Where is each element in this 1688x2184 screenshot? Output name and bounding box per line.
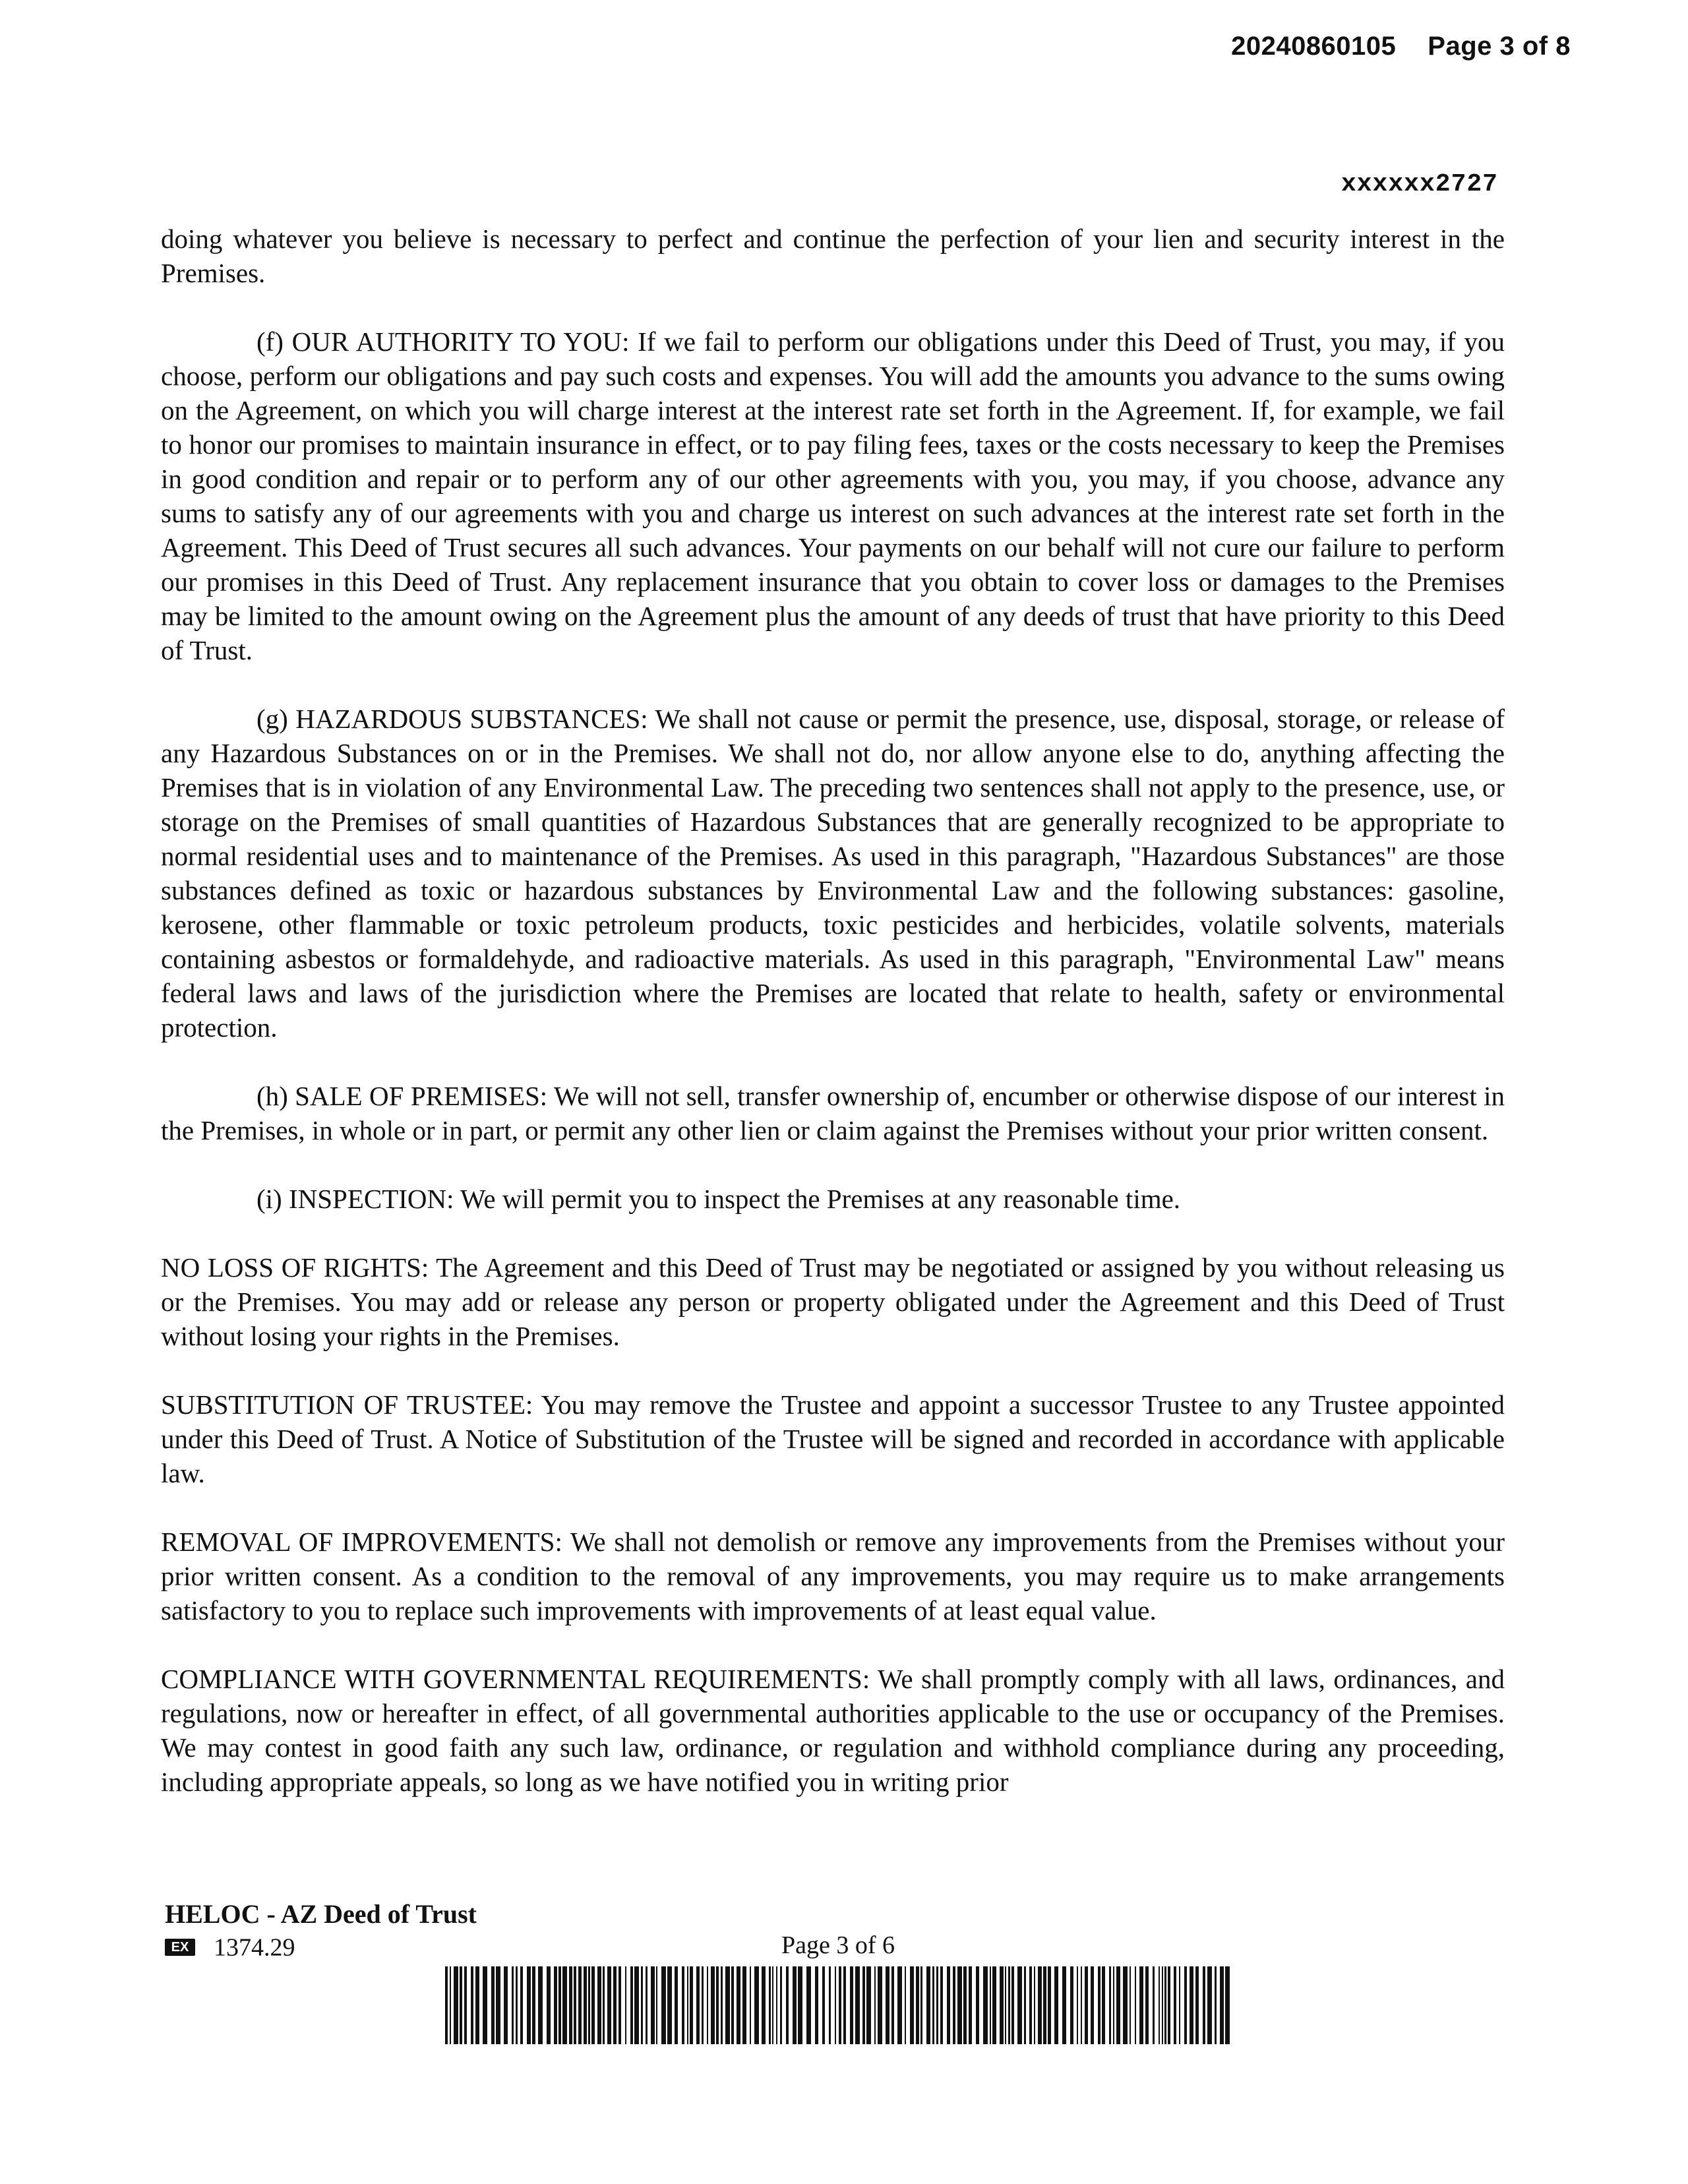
barcode-bar — [516, 1966, 518, 2044]
barcode-bar — [667, 1966, 672, 2044]
barcode-bar — [829, 1966, 831, 2044]
barcode-bar — [1024, 1966, 1026, 2044]
barcode-bar — [1135, 1966, 1136, 2044]
barcode-bar — [725, 1966, 730, 2044]
barcode-bar — [1190, 1966, 1193, 2044]
barcode-bar — [1070, 1966, 1073, 2044]
barcode-bar — [843, 1966, 846, 2044]
barcode-bar — [475, 1966, 479, 2044]
barcode-bar — [874, 1966, 876, 2044]
barcode-bar — [721, 1966, 723, 2044]
barcode-bar — [886, 1966, 889, 2044]
paragraph-our-authority: (f) OUR AUTHORITY TO YOU: If we fail to perform our obligations under this Deed of Trust, you may, if you choose, perform our obligations and pay such costs and expenses. You will add the amounts you advance to the sums owing on the Agreement, on which you will charge interest at the interest rate set forth in the Agreement. If, for example, we fail to honor our promises to maintain insurance in effect, or to pay filing fees, taxes or the costs necessary to keep the Premises in good condition and repair or to perform any of our other agreements with you, you may, if you choose, advance any sums to satisfy any of our agreements with you and charge us interest on such advances at the interest rate set forth in the Agreement. This Deed of Trust secures all such advances. Your payments on our behalf will not cure our failure to perform our promises in this Deed of Trust. Any replacement insurance that you obtain to cover loss or damages to the Premises may be limited to the amount owing on the Agreement plus the amount of any deeds of trust that have priority to this Deed of Trust. — [161, 326, 1505, 665]
paragraph-hazardous-substances: (g) HAZARDOUS SUBSTANCES: We shall not cause or permit the presence, use, disposal, storage, or release of any Hazardous Substances on or in the Premises. We shall not do, nor allow anyone else to do, anything affecting the Premises that is in violation of any Environmental Law. The preceding two sentences shall not apply to the presence, use, or storage on the Premises of small quantities of Hazardous Substances that are generally recognized to be appropriate to normal residential uses and to maintenance of the Premises. As used in this paragraph, "Hazardous Substances" are those substances defined as toxic or hazardous substances by Environmental Law and the following substances: gasoline, kerosene, other flammable or toxic petroleum products, toxic pesticides and herbicides, volatile solvents, materials containing asbestos or formaldehyde, and radioactive materials. As used in this paragraph, "Environmental Law" means federal laws and laws of the jurisdiction where the Premises are located that relate to health, safety or environmental protection. — [161, 704, 1505, 1043]
barcode-bar — [504, 1966, 508, 2044]
barcode-image — [445, 1966, 1233, 2044]
barcode-bar — [1034, 1966, 1035, 2044]
barcode-bar — [512, 1966, 514, 2044]
barcode-bar — [742, 1966, 746, 2044]
barcode-bar — [646, 1966, 648, 2044]
barcode-bar — [772, 1966, 773, 2044]
barcode-bar — [562, 1966, 567, 2044]
barcode-bar — [780, 1966, 782, 2044]
barcode-bar — [591, 1966, 595, 2044]
barcode-bar — [711, 1966, 715, 2044]
barcode-bar — [992, 1966, 996, 2044]
barcode-bar — [687, 1966, 688, 2044]
barcode-bar — [750, 1966, 751, 2044]
barcode-bar — [822, 1966, 825, 2044]
barcode-bar — [862, 1966, 865, 2044]
account-reference: xxxxxx2727 — [1341, 170, 1498, 198]
barcode-bar — [597, 1966, 601, 2044]
barcode-bar — [1215, 1966, 1217, 2044]
paragraph-substitution-of-trustee: SUBSTITUTION OF TRUSTEE: You may remove the Trustee and appoint a successor Trustee to any Trustee appointed under this Deed of Trust. A Notice of Substitution of the Trustee will be signed and recorded in accordance with applicable law. — [161, 1389, 1505, 1488]
barcode-bar — [625, 1966, 626, 2044]
recording-number: 20240860105 — [1231, 32, 1397, 61]
barcode-bar — [1116, 1966, 1120, 2044]
barcode-bar — [1123, 1966, 1128, 2044]
barcode-bar — [547, 1966, 551, 2044]
barcode-bar — [1225, 1966, 1230, 2044]
barcode-bar — [1153, 1966, 1155, 2044]
barcode-bar — [786, 1966, 789, 2044]
barcode-bar — [963, 1966, 967, 2044]
paragraph-removal-of-improvements: REMOVAL OF IMPROVEMENTS: We shall not demolish or remove any improvements from the Premises without your prior written consent. As a condition to the removal of any improvements, you may require us to make arrangements satisfactory to you to replace such improvements with improvements of at least equal value. — [161, 1527, 1505, 1625]
barcode-bar — [1077, 1966, 1078, 2044]
paragraph-compliance: COMPLIANCE WITH GOVERNMENTAL REQUIREMENTS: We shall promptly comply with all laws, ordinances, and regulations, now or hereafter in effect, of all governmental authorities applicable to the use or occupancy of the Premises. We may contest in good faith any such law, ordinance, or regulation and withhold compliance during any proceeding, including appropriate appeals, so long as we have notified you in writing prior — [161, 1664, 1505, 1797]
barcode-bar — [483, 1966, 487, 2044]
barcode-bar — [1164, 1966, 1166, 2044]
barcode-bar — [762, 1966, 766, 2044]
barcode-bar — [947, 1966, 950, 2044]
barcode-bar — [675, 1966, 678, 2044]
barcode-bar — [584, 1966, 587, 2044]
paragraph-sale-of-premises: (h) SALE OF PREMISES: We will not sell, transfer ownership of, encumber or otherwise dispose of our interest in the Premises, in whole or in part, or permit any other lien or claim against the Premises without your prior written consent. — [161, 1081, 1505, 1145]
barcode-bar — [839, 1966, 841, 2044]
barcode-bar — [1184, 1966, 1187, 2044]
barcode-bar — [1179, 1966, 1180, 2044]
barcode-bar — [897, 1966, 902, 2044]
barcode-bar — [603, 1966, 605, 2044]
barcode-bar — [806, 1966, 811, 2044]
barcode-bar — [1113, 1966, 1114, 2044]
recording-header — [1231, 32, 1571, 61]
barcode-bar — [932, 1966, 934, 2044]
barcode-bar — [574, 1966, 576, 2044]
barcode-bar — [905, 1966, 906, 2044]
barcode-bar — [491, 1966, 495, 2044]
barcode-bar — [798, 1966, 802, 2044]
barcode-bar — [953, 1966, 955, 2044]
barcode-bar — [855, 1966, 860, 2044]
paragraph-continuation: doing whatever you believe is necessary to perfect and continue the perfection of your lien and security interest in the Premises. — [161, 224, 1505, 288]
barcode-bar — [1011, 1966, 1014, 2044]
barcode-bar — [613, 1966, 617, 2044]
barcode-bar — [569, 1966, 572, 2044]
paragraph-inspection: (i) INSPECTION: We will permit you to inspect the Premises at any reasonable time. — [256, 1184, 1181, 1214]
barcode-bar — [1203, 1966, 1205, 2044]
barcode-bar — [1139, 1966, 1143, 2044]
barcode-bar — [1081, 1966, 1082, 2044]
barcode-bar — [850, 1966, 853, 2044]
barcode-bar — [976, 1966, 979, 2044]
barcode-bar — [1174, 1966, 1176, 2044]
barcode-bar — [716, 1966, 719, 2044]
barcode-bar — [815, 1966, 818, 2044]
barcode-bar — [835, 1966, 836, 2044]
barcode-bar — [527, 1966, 531, 2044]
barcode-bar — [1207, 1966, 1212, 2044]
barcode-bar — [936, 1966, 938, 2044]
page-count: Page 3 of 6 — [781, 1931, 895, 1959]
barcode-bar — [634, 1966, 639, 2044]
document-body — [161, 222, 1505, 1799]
barcode-bar — [1048, 1966, 1051, 2044]
barcode-bar — [538, 1966, 543, 2044]
barcode-bar — [1017, 1966, 1022, 2044]
barcode-bar — [1000, 1966, 1004, 2044]
barcode-bar — [682, 1966, 684, 2044]
barcode-bar — [731, 1966, 734, 2044]
page-footer — [165, 1899, 1503, 1961]
barcode-bar — [1054, 1966, 1058, 2044]
barcode-bar — [1130, 1966, 1131, 2044]
barcode-bar — [471, 1966, 473, 2044]
barcode-bar — [1220, 1966, 1224, 2044]
barcode-bar — [618, 1966, 621, 2044]
barcode-bar — [920, 1966, 922, 2044]
barcode-bar — [1102, 1966, 1105, 2044]
barcode-bar — [916, 1966, 919, 2044]
barcode-bar — [656, 1966, 657, 2044]
barcode-bar — [1043, 1966, 1046, 2044]
barcode-bar — [1168, 1966, 1170, 2044]
barcode-bar — [866, 1966, 871, 2044]
barcode-bar — [1098, 1966, 1100, 2044]
barcode-bar — [690, 1966, 693, 2044]
form-info-row — [165, 1929, 1503, 1961]
barcode-bar — [926, 1966, 930, 2044]
barcode-bar — [630, 1966, 633, 2044]
barcode-bar — [1195, 1966, 1199, 2044]
barcode-bar — [578, 1966, 582, 2044]
barcode-bar — [460, 1966, 462, 2044]
barcode-bar — [464, 1966, 467, 2044]
form-number: 1374.29 — [214, 1933, 295, 1962]
barcode-bar — [554, 1966, 557, 2044]
barcode-bar — [696, 1966, 700, 2044]
barcode-bar — [496, 1966, 500, 2044]
form-title: HELOC - AZ Deed of Trust — [165, 1899, 477, 1929]
barcode-bar — [769, 1966, 771, 2044]
barcode-bar — [910, 1966, 914, 2044]
paragraph-no-loss-of-rights: NO LOSS OF RIGHTS: The Agreement and this Deed of Trust may be negotiated or assigned by you without releasing us or the Premises. You may add or release any person or property obligated under the Agreement and this Deed of Trust without losing your rights in the Premises. — [161, 1252, 1505, 1351]
barcode-bar — [1109, 1966, 1111, 2044]
barcode-bar — [940, 1966, 943, 2044]
barcode-bar — [520, 1966, 523, 2044]
barcode-bar — [1062, 1966, 1066, 2044]
barcode-bar — [1145, 1966, 1149, 2044]
barcode-bar — [588, 1966, 590, 2044]
barcode-bar — [737, 1966, 740, 2044]
barcode-bar — [1029, 1966, 1032, 2044]
barcode-bar — [450, 1966, 451, 2044]
recording-page-label: Page 3 of 8 — [1428, 32, 1571, 61]
form-logo-icon: EX — [165, 1939, 195, 1956]
barcode-bar — [532, 1966, 535, 2044]
barcode-bar — [1005, 1966, 1006, 2044]
barcode-bar — [702, 1966, 704, 2044]
barcode-bar — [983, 1966, 988, 2044]
barcode-bar — [969, 1966, 972, 2044]
barcode-bar — [445, 1966, 448, 2044]
barcode-bar — [754, 1966, 759, 2044]
barcode-bar — [1091, 1966, 1094, 2044]
barcode-bar — [1038, 1966, 1042, 2044]
barcode-bar — [891, 1966, 894, 2044]
barcode-bar — [641, 1966, 643, 2044]
barcode-bar — [651, 1966, 655, 2044]
barcode-bar — [878, 1966, 882, 2044]
barcode-bar — [776, 1966, 777, 2044]
barcode-bar — [990, 1966, 991, 2044]
barcode-bar — [607, 1966, 611, 2044]
barcode-bar — [1159, 1966, 1160, 2044]
barcode-bar — [1085, 1966, 1088, 2044]
barcode-bar — [793, 1966, 797, 2044]
barcode-bar — [957, 1966, 962, 2044]
barcode-bar — [558, 1966, 561, 2044]
barcode-bar — [707, 1966, 708, 2044]
barcode-bar — [1008, 1966, 1010, 2044]
barcode-bar — [1162, 1966, 1163, 2044]
barcode-bar — [661, 1966, 666, 2044]
barcode-bar — [454, 1966, 458, 2044]
